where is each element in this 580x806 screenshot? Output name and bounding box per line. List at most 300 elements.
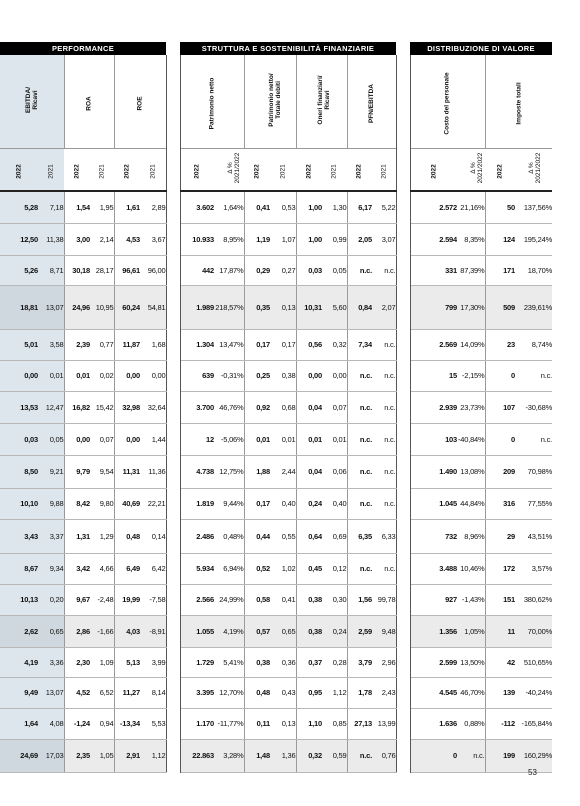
table-cell: 510,65%: [515, 647, 552, 677]
table-cell: 96,00: [140, 255, 166, 285]
table-cell: 44,84%: [457, 488, 485, 519]
table-cell: 8,42: [64, 488, 90, 519]
table-cell: 1,48: [244, 739, 270, 772]
table-cell: 5,41%: [214, 647, 244, 677]
table-cell: 2,62: [0, 615, 38, 647]
table-cell: 3,43: [0, 519, 38, 553]
year-2021: 2021: [322, 148, 347, 191]
table-cell: 0,28: [322, 647, 347, 677]
table-cell: 32,64: [140, 391, 166, 423]
table-cell: 1,54: [64, 191, 90, 223]
table-cell: 0,57: [244, 615, 270, 647]
table-cell: 0,17: [244, 329, 270, 360]
table-cell: 9,67: [64, 584, 90, 615]
table-cell: 24,69: [0, 739, 38, 772]
year-2022: 2022: [244, 148, 270, 191]
table-cell: 0,25: [244, 360, 270, 391]
table-cell: 0,56: [296, 329, 322, 360]
table-cell: -7,58: [140, 584, 166, 615]
table-cell: 46,70%: [457, 677, 485, 708]
table-cell: 139: [485, 677, 515, 708]
table-cell: 0,17: [244, 488, 270, 519]
table-cell: 0,02: [90, 360, 114, 391]
table-cell: 99,78: [372, 584, 396, 615]
table-cell: 0,00: [140, 360, 166, 391]
table-cell: 4,03: [114, 615, 140, 647]
table-cell: 14,09%: [457, 329, 485, 360]
table-cell: 151: [485, 584, 515, 615]
table-cell: 0,52: [244, 553, 270, 584]
year-2021: 2021: [90, 148, 114, 191]
table-cell: 0,00: [296, 360, 322, 391]
table-cell: 0,07: [90, 423, 114, 455]
table-cell: 11: [485, 615, 515, 647]
table-cell: 3.488: [410, 553, 457, 584]
table-cell: 13,99: [372, 708, 396, 739]
table-cell: 7,18: [38, 191, 64, 223]
table-row: [0, 455, 552, 488]
table-cell: 1,78: [347, 677, 372, 708]
table-cell: 0,48: [114, 519, 140, 553]
table-cell: 2,91: [114, 739, 140, 772]
table-cell: 1,12: [140, 739, 166, 772]
table-cell: 6,42: [140, 553, 166, 584]
table-cell: -11,77%: [214, 708, 244, 739]
table-cell: 1,05%: [457, 615, 485, 647]
table-cell: 54,81: [140, 285, 166, 329]
table-cell: 1.170: [180, 708, 214, 739]
table-cell: 0,32: [296, 739, 322, 772]
table-cell: 17,03: [38, 739, 64, 772]
table-cell: 1,00: [296, 223, 322, 255]
table-cell: 0,77: [90, 329, 114, 360]
table-cell: 0,00: [0, 360, 38, 391]
table-cell: 43,51%: [515, 519, 552, 553]
table-cell: 3,07: [372, 223, 396, 255]
table-cell: -1,43%: [457, 584, 485, 615]
table-cell: 5,13: [114, 647, 140, 677]
table-cell: 0,65: [38, 615, 64, 647]
table-cell: -0,31%: [214, 360, 244, 391]
table-cell: 40,69: [114, 488, 140, 519]
table-cell: 18,81: [0, 285, 38, 329]
table-cell: 1,31: [64, 519, 90, 553]
table-cell: 0,05: [38, 423, 64, 455]
table-cell: 1,00: [296, 191, 322, 223]
header-ebitda: EBITDA/ Ricavi: [0, 55, 64, 148]
group-struttura: STRUTTURA E SOSTENIBILITÀ FINANZIARIE: [180, 42, 396, 55]
table-cell: 10,95: [90, 285, 114, 329]
table-cell: 0,40: [322, 488, 347, 519]
table-cell: 1,19: [244, 223, 270, 255]
table-cell: 70,00%: [515, 615, 552, 647]
table-row: [0, 708, 552, 739]
table-cell: 6,49: [114, 553, 140, 584]
table-cell: 927: [410, 584, 457, 615]
table-cell: 0,13: [270, 285, 296, 329]
table-cell: 29: [485, 519, 515, 553]
table-cell: -30,68%: [515, 391, 552, 423]
table-cell: 15: [410, 360, 457, 391]
table-cell: 2,96: [372, 647, 396, 677]
table-cell: 2,89: [140, 191, 166, 223]
table-cell: -5,06%: [214, 423, 244, 455]
table-cell: 3.700: [180, 391, 214, 423]
table-cell: 8,95%: [214, 223, 244, 255]
header-patrimonio-netto: Patrimonio netto: [208, 77, 216, 130]
table-cell: 0,01: [64, 360, 90, 391]
table-cell: 1,07: [270, 223, 296, 255]
table-cell: 13,47%: [214, 329, 244, 360]
table-cell: 0: [485, 360, 515, 391]
table-cell: 209: [485, 455, 515, 488]
table-cell: 2.572: [410, 191, 457, 223]
table-cell: 1.356: [410, 615, 457, 647]
table-cell: 172: [485, 553, 515, 584]
table-cell: 0,36: [270, 647, 296, 677]
table-row: [0, 677, 552, 708]
table-cell: 0,01: [296, 423, 322, 455]
table-cell: 11,36: [140, 455, 166, 488]
table-cell: n.c.: [372, 391, 396, 423]
table-cell: 4,19%: [214, 615, 244, 647]
table-cell: 0,17: [270, 329, 296, 360]
table-cell: 1.729: [180, 647, 214, 677]
table-cell: 1,02: [270, 553, 296, 584]
table-cell: 1,95: [90, 191, 114, 223]
table-cell: 1,09: [90, 647, 114, 677]
table-cell: 0,07: [322, 391, 347, 423]
table-cell: n.c.: [372, 360, 396, 391]
table-row: [0, 739, 552, 772]
table-cell: 0,01: [270, 423, 296, 455]
table-cell: 0,88%: [457, 708, 485, 739]
table-cell: 24,99%: [214, 584, 244, 615]
table-cell: 2,14: [90, 223, 114, 255]
table-cell: 2,35: [64, 739, 90, 772]
table-cell: n.c.: [372, 329, 396, 360]
table-cell: 0,53: [270, 191, 296, 223]
table-cell: 4,19: [0, 647, 38, 677]
table-cell: 70,98%: [515, 455, 552, 488]
table-cell: 0,94: [90, 708, 114, 739]
table-cell: 0,32: [322, 329, 347, 360]
table-row: [0, 647, 552, 677]
table-cell: 13,53: [0, 391, 38, 423]
table-cell: 380,62%: [515, 584, 552, 615]
table-cell: 2,39: [64, 329, 90, 360]
table-cell: n.c.: [347, 488, 372, 519]
table-cell: 9,80: [90, 488, 114, 519]
table-cell: -1,66: [90, 615, 114, 647]
table-cell: 2.599: [410, 647, 457, 677]
table-cell: 0,00: [322, 360, 347, 391]
table-cell: 9,79: [64, 455, 90, 488]
table-row: [0, 584, 552, 615]
table-cell: 1.490: [410, 455, 457, 488]
table-cell: 4,08: [38, 708, 64, 739]
table-cell: 0,44: [244, 519, 270, 553]
table-cell: 1.055: [180, 615, 214, 647]
table-cell: -112: [485, 708, 515, 739]
table-cell: n.c.: [347, 423, 372, 455]
table-cell: 5,60: [322, 285, 347, 329]
table-cell: 1,10: [296, 708, 322, 739]
year-2022: 2022: [114, 148, 140, 191]
table-cell: n.c.: [347, 391, 372, 423]
table-cell: n.c.: [347, 553, 372, 584]
table-cell: 0,38: [270, 360, 296, 391]
table-cell: 0,12: [322, 553, 347, 584]
table-row: [0, 255, 552, 285]
table-cell: 1,05: [90, 739, 114, 772]
table-cell: 1,36: [270, 739, 296, 772]
table-cell: 3.395: [180, 677, 214, 708]
table-cell: 10.933: [180, 223, 214, 255]
table-cell: -40,84%: [457, 423, 485, 455]
table-cell: 103: [410, 423, 457, 455]
table-cell: -2,15%: [457, 360, 485, 391]
table-cell: -8,91: [140, 615, 166, 647]
table-cell: 1,61: [114, 191, 140, 223]
header-pfn-ebitda: PFN/EBITDA: [347, 55, 396, 148]
table-cell: 0,48: [244, 677, 270, 708]
table-cell: 12: [180, 423, 214, 455]
table-cell: n.c.: [457, 739, 485, 772]
table-cell: 1,30: [322, 191, 347, 223]
header-roa: ROA: [64, 55, 114, 148]
table-cell: 0,04: [296, 455, 322, 488]
year-2022: 2022: [64, 148, 90, 191]
table-cell: 0,38: [244, 647, 270, 677]
table-cell: 8,14: [140, 677, 166, 708]
table-cell: 4,53: [114, 223, 140, 255]
table-cell: 1.989: [180, 285, 214, 329]
table-cell: 0,85: [322, 708, 347, 739]
table-cell: 6,17: [347, 191, 372, 223]
table-cell: 9,34: [38, 553, 64, 584]
table-cell: 3,79: [347, 647, 372, 677]
table-cell: 3,28%: [214, 739, 244, 772]
table-cell: 0,76: [372, 739, 396, 772]
table-cell: 13,50%: [457, 647, 485, 677]
table-cell: 8,96%: [457, 519, 485, 553]
group-distribuzione: DISTRIBUZIONE DI VALORE: [410, 42, 552, 55]
table-cell: 1.636: [410, 708, 457, 739]
table-cell: 16,82: [64, 391, 90, 423]
table-cell: 6,52: [90, 677, 114, 708]
table-cell: 5,28: [0, 191, 38, 223]
year-2021: 2021: [38, 148, 64, 191]
table-cell: 17,30%: [457, 285, 485, 329]
table-cell: 6,35: [347, 519, 372, 553]
page-number: 53: [528, 768, 537, 777]
table-cell: 4.545: [410, 677, 457, 708]
table-cell: 12,70%: [214, 677, 244, 708]
table-cell: 0,59: [322, 739, 347, 772]
table-cell: 12,75%: [214, 455, 244, 488]
table-cell: 171: [485, 255, 515, 285]
table-cell: 2.594: [410, 223, 457, 255]
table-cell: 11,38: [38, 223, 64, 255]
table-cell: 23,73%: [457, 391, 485, 423]
table-cell: 2,07: [372, 285, 396, 329]
table-cell: 13,08%: [457, 455, 485, 488]
table-row: [0, 329, 552, 360]
table-cell: 0,84: [347, 285, 372, 329]
table-row: [0, 488, 552, 519]
table-cell: 442: [180, 255, 214, 285]
table-cell: 10,46%: [457, 553, 485, 584]
table-cell: 199: [485, 739, 515, 772]
table-cell: 0,20: [38, 584, 64, 615]
table-row: [0, 391, 552, 423]
table-cell: 4,52: [64, 677, 90, 708]
table-cell: 0,35: [244, 285, 270, 329]
table-cell: n.c.: [515, 360, 552, 391]
table-cell: 0,69: [322, 519, 347, 553]
year-2022: 2022: [180, 148, 214, 191]
table-cell: 0,04: [296, 391, 322, 423]
table-cell: 1,64: [0, 708, 38, 739]
table-cell: 0,68: [270, 391, 296, 423]
table-cell: -2,48: [90, 584, 114, 615]
table-cell: 0,29: [244, 255, 270, 285]
table-cell: n.c.: [347, 360, 372, 391]
table-cell: 3,99: [140, 647, 166, 677]
table-cell: -1,24: [64, 708, 90, 739]
table-cell: 1,12: [322, 677, 347, 708]
table-cell: 0,99: [322, 223, 347, 255]
table-cell: 77,55%: [515, 488, 552, 519]
delta-label: Δ % 2021/2022: [457, 148, 485, 191]
year-2022: 2022: [347, 148, 372, 191]
table-cell: 0,38: [296, 584, 322, 615]
table-cell: 0,05: [322, 255, 347, 285]
table-cell: 107: [485, 391, 515, 423]
table-cell: 24,96: [64, 285, 90, 329]
table-cell: 8,67: [0, 553, 38, 584]
table-cell: 12,50: [0, 223, 38, 255]
year-2022: 2022: [410, 148, 457, 191]
table-cell: 1.045: [410, 488, 457, 519]
table-cell: 2,05: [347, 223, 372, 255]
table-cell: 46,76%: [214, 391, 244, 423]
table-cell: 1.819: [180, 488, 214, 519]
table-cell: 0,14: [140, 519, 166, 553]
table-cell: n.c.: [347, 739, 372, 772]
table-cell: 9,48: [372, 615, 396, 647]
table-cell: 4.738: [180, 455, 214, 488]
table-row: [0, 519, 552, 553]
table-cell: 11,87: [114, 329, 140, 360]
table-cell: 732: [410, 519, 457, 553]
delta-label: Δ % 2021/2022: [214, 148, 244, 191]
table-cell: 0,03: [296, 255, 322, 285]
table-cell: 124: [485, 223, 515, 255]
table-cell: 17,87%: [214, 255, 244, 285]
table-cell: 0,27: [270, 255, 296, 285]
table-cell: 0,92: [244, 391, 270, 423]
table-cell: 0,00: [114, 360, 140, 391]
table-cell: 9,88: [38, 488, 64, 519]
table-cell: 2.486: [180, 519, 214, 553]
table-row: [0, 285, 552, 329]
table-cell: 3,58: [38, 329, 64, 360]
table-cell: 0,37: [296, 647, 322, 677]
table-cell: 42: [485, 647, 515, 677]
table-cell: 22.863: [180, 739, 214, 772]
table-cell: 6,33: [372, 519, 396, 553]
table-cell: 3,00: [64, 223, 90, 255]
header-patrimonio-totale-debiti: Patrimonio netto/ Totale debiti: [244, 55, 296, 148]
table-cell: 1,68: [140, 329, 166, 360]
table-cell: 0,48%: [214, 519, 244, 553]
table-cell: 0,01: [322, 423, 347, 455]
table-cell: 0,64: [296, 519, 322, 553]
table-cell: 8,50: [0, 455, 38, 488]
table-cell: 96,61: [114, 255, 140, 285]
table-cell: 0,55: [270, 519, 296, 553]
group-performance: PERFORMANCE: [0, 42, 166, 55]
table-cell: 10,31: [296, 285, 322, 329]
table-row: [0, 423, 552, 455]
table-cell: 1.304: [180, 329, 214, 360]
table-cell: 15,42: [90, 391, 114, 423]
table-row: [0, 553, 552, 584]
table-cell: 2.569: [410, 329, 457, 360]
table-cell: 0,43: [270, 677, 296, 708]
table-cell: 3.602: [180, 191, 214, 223]
table-cell: 13,07: [38, 285, 64, 329]
table-cell: 11,27: [114, 677, 140, 708]
table-cell: n.c.: [372, 553, 396, 584]
table-cell: -13,34: [114, 708, 140, 739]
table-cell: 195,24%: [515, 223, 552, 255]
table-cell: 1,88: [244, 455, 270, 488]
financial-indicators-table: [0, 42, 552, 773]
table-cell: 2,30: [64, 647, 90, 677]
table-cell: 1,29: [90, 519, 114, 553]
table-cell: 1,56: [347, 584, 372, 615]
table-cell: 316: [485, 488, 515, 519]
table-cell: 5.934: [180, 553, 214, 584]
table-row: [0, 615, 552, 647]
table-cell: 1,44: [140, 423, 166, 455]
table-cell: 218,57%: [214, 285, 244, 329]
table-cell: 3,36: [38, 647, 64, 677]
table-cell: 9,49: [0, 677, 38, 708]
table-cell: 2.566: [180, 584, 214, 615]
table-cell: 18,70%: [515, 255, 552, 285]
table-cell: 0,00: [114, 423, 140, 455]
table-cell: 0,38: [296, 615, 322, 647]
table-cell: 0,24: [296, 488, 322, 519]
table-row: [0, 360, 552, 391]
year-2021: 2021: [140, 148, 166, 191]
year-2022: 2022: [0, 148, 38, 191]
table-cell: 509: [485, 285, 515, 329]
table-cell: n.c.: [372, 488, 396, 519]
table-cell: 0,65: [270, 615, 296, 647]
table-cell: 3,67: [140, 223, 166, 255]
table-cell: n.c.: [347, 455, 372, 488]
table-cell: 2,43: [372, 677, 396, 708]
table-cell: 28,17: [90, 255, 114, 285]
header-roe: ROE: [114, 55, 166, 148]
table-cell: 0,45: [296, 553, 322, 584]
table-cell: n.c.: [372, 455, 396, 488]
